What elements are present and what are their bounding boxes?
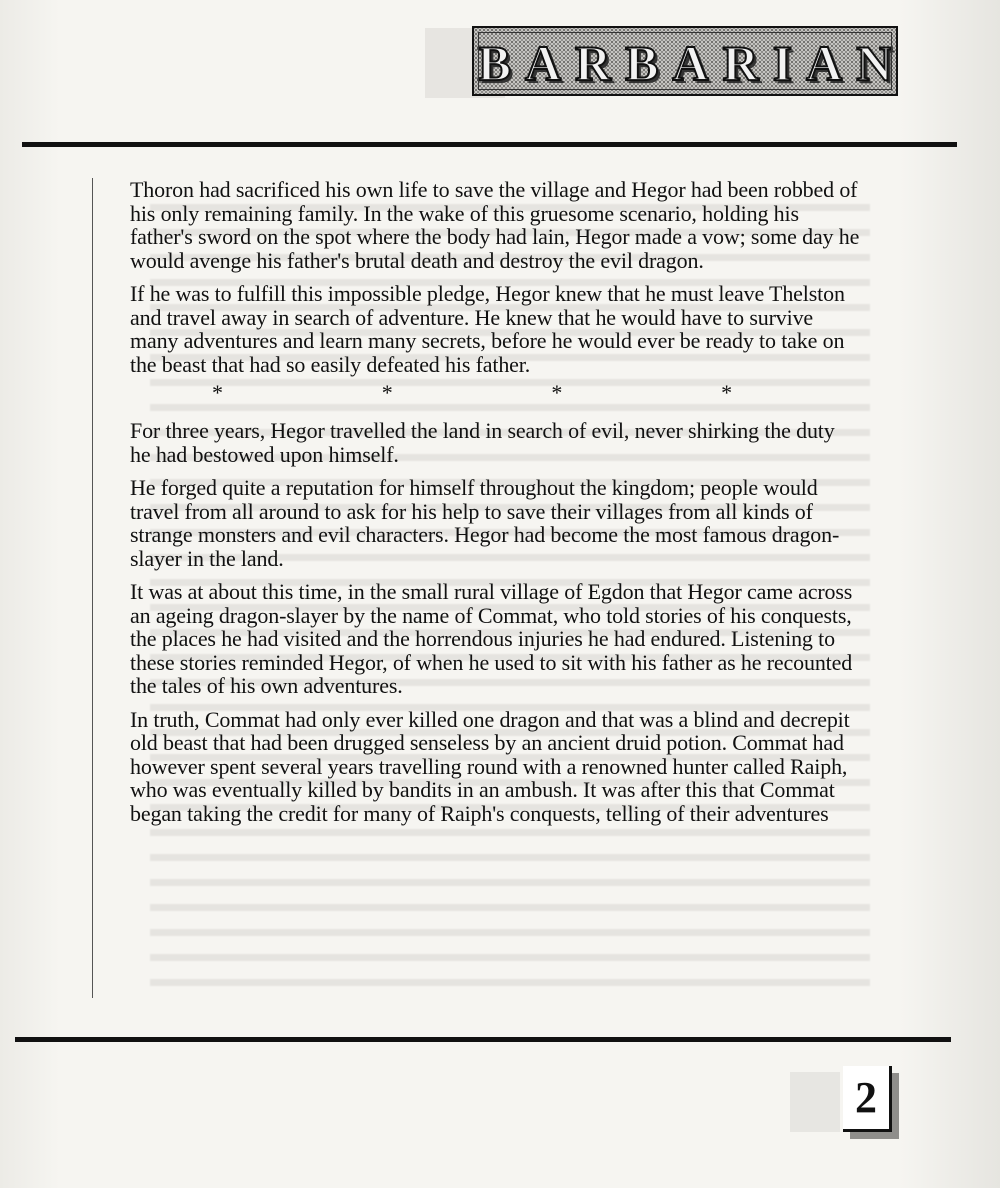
page-number-box [843,1066,892,1132]
separator-asterisk: * [212,380,223,405]
margin-line [92,178,93,998]
paragraph: It was at about this time, in the small rural village of Egdon that Hegor came across an ageing dragon-slayer by the name of Commat, who told stories of his conquests, the places he had visited and the horrendous injuries he had endured. Listening to these stories reminded Hegor, of when he used to sit with his father as he recounted the tales of his own adventures. [130,579,853,698]
paragraph: He forged quite a reputation for himself throughout the kingdom; people would travel from all around to ask for his help to save their villages from all kinds of strange monsters and evil characters. Hegor had become the most famous dragon-slayer in the land. [130,475,840,571]
page-number: 2 [855,1072,877,1122]
top-rule [22,142,957,147]
bottom-rule [15,1037,951,1042]
bleed-through-page-number [790,1072,840,1132]
title-banner [472,26,907,96]
separator-asterisk: * [551,380,563,405]
body-text [130,178,860,835]
paragraph: For three years, Hegor travelled the land in search of evil, never shirking the duty he had bestowed upon himself. [130,418,835,467]
separator-asterisk: * [381,380,393,405]
section-separator [212,380,732,405]
paragraph: In truth, Commat had only ever killed one dragon and that was a blind and decrepit old beast that had been drugged senseless by an ancient druid potion. Commat had however spent several years travelling round with a renowned hunter called Raiph, who was eventually killed by bandits in an ambush. It was after this that Commat began taking the credit for many of Raiph's conquests, telling of their adventures [130,706,850,826]
page-title: BARBARIAN [477,35,907,91]
paragraph: Thoron had sacrificed his own life to save the village and Hegor had been robbed of his only remaining family. In the wake of this gruesome scenario, holding his father's sword on the spot where the body had lain, Hegor made a vow; some day he would avenge his father's brutal death and destroy the evil dragon. [130,177,860,273]
separator-asterisk: * [721,380,732,405]
paragraph: If he was to fulfill this impossible pledge, Hegor knew that he must leave Thelston and travel away in search of adventure. He knew that he would have to survive many adventures and learn many secrets, before he would ever be ready to take on the beast that had so easily defeated his father. [130,281,845,377]
